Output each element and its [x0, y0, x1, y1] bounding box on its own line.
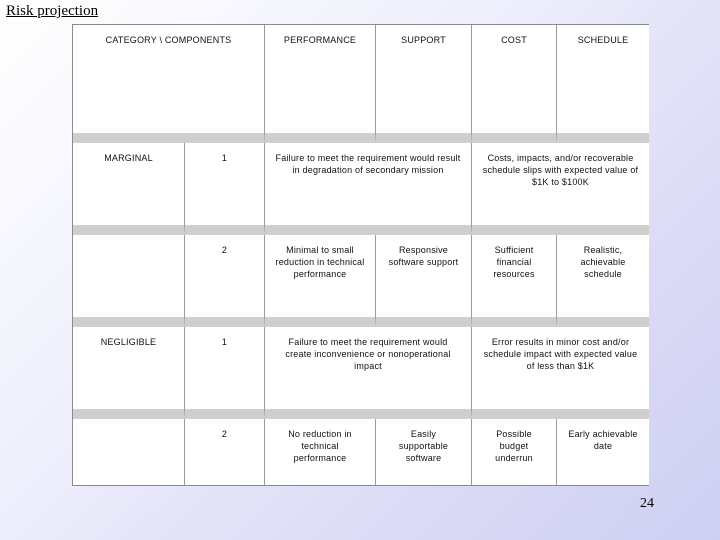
- cost-text: Possible budget underrun: [495, 429, 533, 463]
- schedule-text: Realistic, achievable schedule: [580, 245, 626, 279]
- header-support-label: SUPPORT: [401, 35, 446, 45]
- performance-support-text: Failure to meet the requirement would result in degradation of secondary mission: [275, 153, 461, 175]
- header-category-label: CATEGORY \ COMPONENTS: [105, 35, 232, 45]
- header-schedule-label: SCHEDULE: [577, 35, 629, 45]
- table-row-marginal-category: [73, 143, 184, 235]
- table-row-negligible-2-support: [375, 419, 471, 485]
- table-row-negligible-2-category: [73, 419, 184, 485]
- cost-schedule-text: Costs, impacts, and/or recoverable schedule slips with expected value of $1K to $100K: [482, 153, 639, 187]
- level-label: 1: [221, 337, 228, 347]
- table-row-marginal-cost-schedule: [471, 143, 649, 235]
- header-cost-label: COST: [501, 35, 527, 45]
- slide-title: Risk projection: [6, 3, 99, 19]
- header-schedule: [556, 25, 649, 143]
- support-text: Responsive software support: [388, 245, 459, 267]
- table-row-marginal-2-schedule: [556, 235, 649, 327]
- performance-text: No reduction in technical performance: [288, 429, 352, 463]
- table-row-negligible-category: [73, 327, 184, 419]
- table-row-marginal-2-level: [184, 235, 264, 327]
- cost-schedule-text: Error results in minor cost and/or schedule impact with expected value of less than $1K: [483, 337, 638, 371]
- table-row-negligible-2-level: [184, 419, 264, 485]
- table-row-marginal-2-cost: [471, 235, 556, 327]
- header-performance-label: PERFORMANCE: [283, 35, 357, 45]
- header-performance: [264, 25, 375, 143]
- table-row-negligible-2-schedule: [556, 419, 649, 485]
- table-row-negligible-cost-schedule: [471, 327, 649, 419]
- header-category-components: [73, 25, 264, 143]
- support-text: Easily supportable software: [398, 429, 449, 463]
- risk-table: [72, 24, 649, 486]
- performance-support-text: Failure to meet the requirement would create inconvenience or nonoperational impact: [285, 337, 451, 371]
- level-label: 1: [221, 153, 228, 163]
- table-row-marginal-performance-support: [264, 143, 471, 235]
- category-label: MARGINAL: [104, 153, 153, 163]
- schedule-text: Early achievable date: [568, 429, 638, 451]
- table-row-negligible-2-performance: [264, 419, 375, 485]
- category-label: NEGLIGIBLE: [100, 337, 157, 347]
- header-cost: [471, 25, 556, 143]
- table-row-negligible-performance-support: [264, 327, 471, 419]
- cost-text: Sufficient financial resources: [493, 245, 535, 279]
- level-label: 2: [221, 429, 228, 439]
- level-label: 2: [221, 245, 228, 255]
- table-row-marginal-2-performance: [264, 235, 375, 327]
- table-row-marginal-2-category: [73, 235, 184, 327]
- table-row-marginal-2-support: [375, 235, 471, 327]
- table-row-negligible-2-cost: [471, 419, 556, 485]
- table-row-negligible-level: [184, 327, 264, 419]
- performance-text: Minimal to small reduction in technical performance: [275, 245, 365, 279]
- header-support: [375, 25, 471, 143]
- page-number: 24: [640, 496, 654, 511]
- table-row-marginal-level: [184, 143, 264, 235]
